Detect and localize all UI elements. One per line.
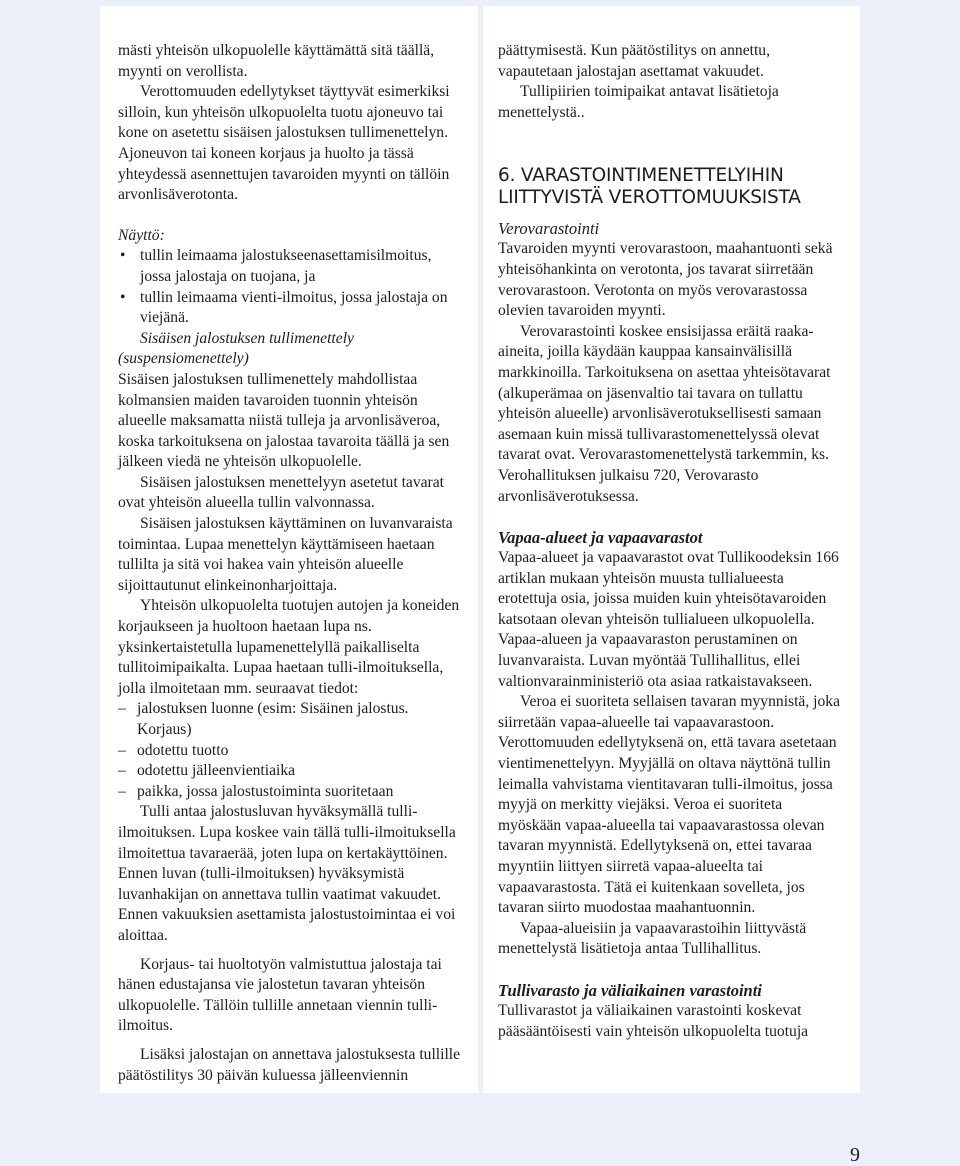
- paragraph: Tulli antaa jalostusluvan hyväksymällä tulli-ilmoituksen. Lupa koskee vain tällä tulli-ilmoituksella ilmoitettua tavaraerää, joten lupa on kertakäyttöinen. Ennen luvan (tulli-ilmoituksen) hyväksymistä luvanhakijan on annettava tullin vaatimat vakuudet. Ennen vakuuksien asettamista jalostustoimintaa ei voi aloittaa.: [118, 803, 456, 944]
- subheading-tullivarasto: Tullivarasto ja väliaikainen varastointi: [498, 980, 762, 1000]
- paragraph: päättymisestä. Kun päätöstilitys on annettu, vapautetaan jalostajan asettamat vakuudet.: [498, 42, 770, 80]
- subheading-verovarastointi: Verovarastointi: [498, 219, 600, 239]
- list-item: – jalostuksen luonne (esim: Sisäinen jalostus. Korjaus): [118, 699, 464, 740]
- permit-info-list: [118, 699, 464, 802]
- paragraph: Yhteisön ulkopuolelta tuotujen autojen ja koneiden korjaukseen ja huoltoon haetaan lupa ns. yksinkertaistetulla lupamenettelyllä paikalliselta tullitoimipaikalta. Lupaa haetaan tulli-ilmoituksella, jolla ilmoitetaan mm. seuraavat tiedot:: [118, 597, 460, 697]
- page-number: 9: [850, 1144, 860, 1166]
- paragraph: Verottomuuden edellytykset täyttyvät esimerkiksi silloin, kun yhteisön ulkopuolelta tuotu ajoneuvo tai kone on asetettu sisäisen jalostuksen tullimenettelyn. Ajoneuvon tai koneen korjaus ja huolto ja tässä yhteydessä asennettujen tavaroiden myynti on tällöin arvonlisäverotonta.: [118, 83, 450, 204]
- list-item: – paikka, jossa jalostustoiminta suoritetaan: [118, 782, 464, 803]
- list-item: • tullin leimaama jalostukseenasettamisilmoitus, jossa jalostaja on tuojana, ja: [118, 246, 464, 287]
- paragraph: mästi yhteisön ulkopuolelle käyttämättä sitä täällä, myynti on verollista.: [118, 42, 435, 80]
- proof-list: [118, 246, 464, 328]
- section-heading: 6. VARASTOINTIMENETTELYIHIN LIITTYVISTÄ VEROTTOMUUKSISTA: [498, 165, 801, 209]
- list-item: – odotettu jälleenvientiaika: [118, 761, 464, 782]
- paragraph: Tavaroiden myynti verovarastoon, maahantuonti sekä yhteisöhankinta on verotonta, jos tavarat siirretään verovarastoon. Verotonta on myös verovarastossa olevien tavaroiden myynti.: [498, 240, 833, 320]
- paragraph: Vapaa-alueet ja vapaavarastot ovat Tullikoodeksin 166 artiklan mukaan yhteisön muusta tullialueesta erotettuja osia, joissa muiden kuin yhteisötavaroiden katsotaan olevan yhteisön tullialueen ulkopuolella. Vapaa-alueen ja vapaavaraston perustaminen on luvanvaraista. Luvan myöntää Tullihallitus, ellei valtionvarainministeriö ota asiaa ratkaistavakseen.: [498, 549, 839, 690]
- right-column-text: [498, 41, 844, 1042]
- paragraph: Tullivarastot ja väliaikainen varastointi koskevat pääsääntöisesti vain yhteisön ulkopuolelta tuotuja: [498, 1001, 809, 1040]
- paragraph: Verovarastointi koskee ensisijassa eräitä raaka-aineita, joilla käydään kauppaa kansainvälisillä markkinoilla. Tarkoituksena on asettaa yhteisötavarat (alkuperämaa on jäsenvaltio tai tavara on tullattu yhteisön alueelle) arvonlisäverotuksellisesti samaan asemaan kuin missä tullivarastomenettelyssä olevat tavarat ovat. Verovarastomenettelystä tarkemmin, ks. Verohallituksen julkaisu 720, Verovarasto arvonlisäverotuksessa.: [498, 322, 831, 505]
- right-column: [483, 6, 860, 1093]
- left-column: [100, 6, 478, 1093]
- paragraph: Lisäksi jalostajan on annettava jalostuksesta tullille päätöstilitys 30 päivän kuluessa jälleenviennin: [118, 1045, 461, 1084]
- paragraph: Vapaa-alueisiin ja vapaavarastoihin liittyvästä menettelystä lisätietoja antaa Tullihallitus.: [498, 919, 807, 958]
- paragraph: Veroa ei suoriteta sellaisen tavaran myynnistä, joka siirretään vapaa-alueelle tai vapaavarastoon. Verottomuuden edellytyksenä on, että tavara asetetaan vientimenettelyyn. Myyjällä on oltava näyttönä tullin leimalla vahvistama vientitavaran tulli-ilmoitus, jossa myyjä on merkitty viejäksi. Veroa ei suoriteta myöskään vapaa-alueella tai vapaavarastossa olevan tavaran myynnistä. Edellytyksenä on, ettei tavaraa myyntiin liittyen siirretä vapaa-alueelta tai vapaavarastosta. Tätä ei kuitenkaan sovelleta, jos tavaran siirto muodostaa maahantuonnin.: [498, 693, 840, 917]
- paragraph: Tullipiirien toimipaikat antavat lisätietoja menettelystä..: [498, 83, 779, 121]
- paragraph: Sisäisen jalostuksen menettelyyn asetetut tavarat ovat yhteisön alueella tullin valvonnassa.: [118, 473, 444, 512]
- proof-label: Näyttö:: [118, 226, 165, 244]
- subheading-vapaa-alueet: Vapaa-alueet ja vapaavarastot: [498, 528, 703, 548]
- list-item: • tullin leimaama vienti-ilmoitus, jossa jalostaja on viejänä.: [118, 288, 464, 329]
- footer-band: [0, 1120, 960, 1166]
- inward-processing-heading: Sisäisen jalostuksen tullimenettely (suspensiomenettely): [118, 329, 354, 368]
- paragraph: Korjaus- tai huoltotyön valmistuttua jalostaja tai hänen edustajansa vie jalostetun tavaran yhteisön ulkopuolelle. Tällöin tullille annetaan viennin tulli-ilmoitus.: [118, 955, 442, 1035]
- list-item: – odotettu tuotto: [118, 741, 464, 762]
- left-column-text: [118, 41, 464, 1086]
- paragraph: Sisäisen jalostuksen käyttäminen on luvanvaraista toimintaa. Lupaa menettelyn käyttämiseen haetaan tullilta ja sitä voi hakea vain yhteisön alueelle sijoittautunut elinkeinonharjoittaja.: [118, 515, 453, 594]
- paragraph: Sisäisen jalostuksen tullimenettely mahdollistaa kolmansien maiden tavaroiden tuonnin yhteisön alueelle maksamatta niistä tulleja ja arvonlisäveroa, koska tarkoituksena on jalostaa tavaroita täällä ja sen jälkeen viedä ne yhteisön ulkopuolelle.: [118, 370, 450, 471]
